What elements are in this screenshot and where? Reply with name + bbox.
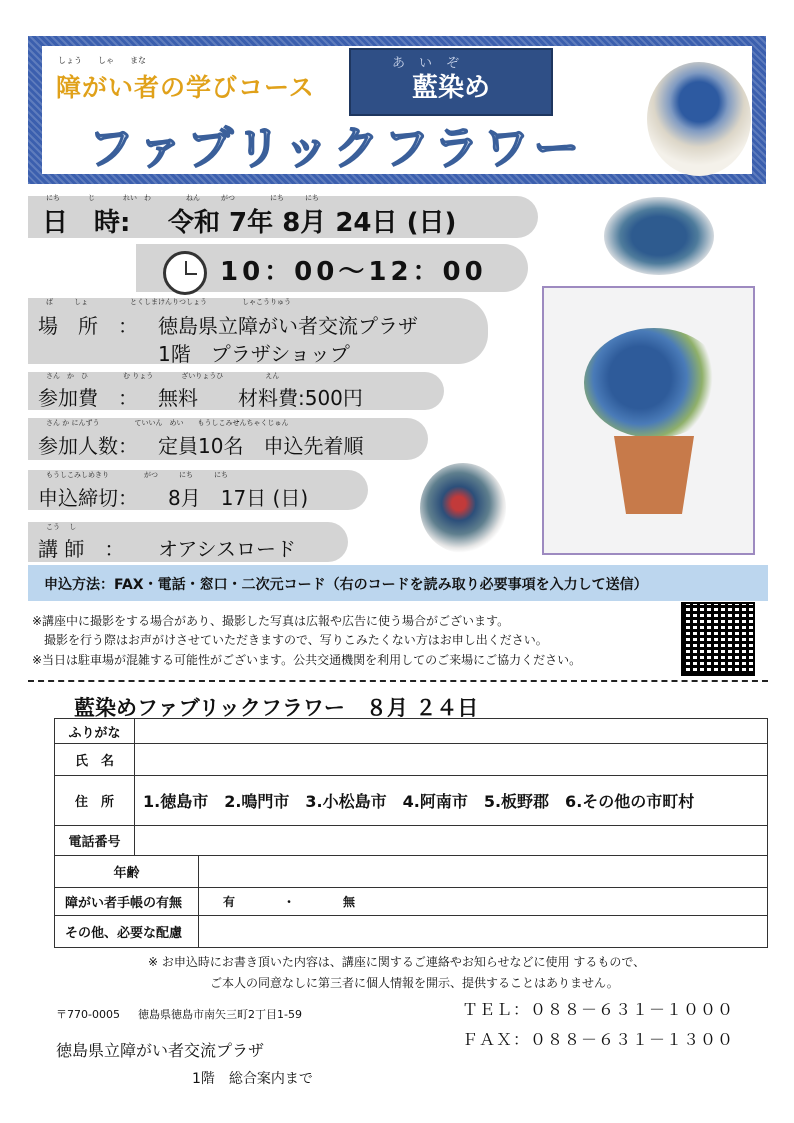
application-form [54,718,768,948]
date-value: 令和 7年 8月 24日 (日) [168,208,457,238]
qr-code[interactable] [683,604,753,674]
clock-icon [163,251,207,295]
teacher-value: オアシスロード [158,537,296,561]
other-field[interactable] [199,916,768,948]
fee-reading: さん か ひ む りょう ざいりょうひ えん [46,372,280,380]
cut-line [28,680,768,682]
counter-info: 1階 総合案内まで [192,1071,313,1087]
flower-photo-main [542,286,755,555]
date-reading: にち じ れい わ ねん がつ にち にち [46,194,319,202]
phone-field[interactable] [135,826,768,856]
header-photo [647,62,751,176]
place-value-2: 1階 プラザショップ [158,342,350,366]
aizome-label: 藍染め [349,48,553,116]
postal-code: 〒770-0005 [56,1008,120,1021]
handbook-label: 障がい者手帳の有無 [55,888,199,916]
time-value: 10：00〜12：00 [220,257,487,287]
org-address: 徳島県徳島市南矢三町2丁目1-59 [138,1008,302,1021]
phone-label: 電話番号 [55,826,135,856]
name-label: 氏 名 [55,744,135,776]
place-value-1: 徳島県立障がい者交流プラザ [158,314,418,338]
note-photo-1: ※講座中に撮影をする場合があり、撮影した写真は広報や広告に使う場合がございます。 [32,614,510,628]
fax-number: ＦＡＸ：０８８－６３１－１３００ [462,1030,735,1049]
handbook-options[interactable]: 有 ・ 無 [199,888,768,916]
course-title-reading: しょう しゃ まな [58,56,146,65]
form-title: 藍染めファブリックフラワー ８月 ２４日 [74,696,479,720]
deadline-value: 8月 17日 (日) [168,486,309,510]
flower-photo-top [604,197,714,275]
note-parking: ※当日は駐車場が混雑する可能性がございます。公共交通機関を利用してのご来場にご協力ください。 [32,653,582,667]
main-title: ファブリックフラワー [88,121,584,175]
place-reading: ば しょ とくしまけんりつしょう しゃこうりゅう [46,298,291,306]
fee-label: 参加費 ： [38,386,138,410]
privacy-note-1: ※ お申込時にお書き頂いた内容は、講座に関するご連絡やお知らせなどに使用 するもので、 [148,955,646,969]
apply-method-text: 申込方法：FAX・電話・窓口・二次元コード（右のコードを読み取り必要事項を入力して送信） [44,577,648,593]
address-options[interactable]: 1.徳島市 2.鳴門市 3.小松島市 4.阿南市 5.板野郡 6.その他の市町村 [135,776,768,826]
course-title: 障がい者の学びコース [56,73,315,102]
age-field[interactable] [199,856,768,888]
place-label: 場 所 ： [38,314,138,338]
aizome-reading: あいぞ [392,56,474,71]
teacher-label: 講 師 ： [38,537,125,561]
name-field[interactable] [135,744,768,776]
capacity-reading: さん か にんずう ていいん めい もうしこみせんちゃくじゅん [46,419,289,427]
tel-number: ＴＥＬ：０８８－６３１－１０００ [462,1000,735,1019]
furigana-label: ふりがな [55,719,135,744]
date-label: 日 時: [42,208,131,238]
teacher-reading: こう し [46,523,77,531]
deadline-label: 申込締切： [38,486,138,510]
capacity-label: 参加人数： [38,434,138,458]
capacity-value: 定員10名 申込先着順 [158,434,364,458]
org-name: 徳島県立障がい者交流プラザ [56,1041,265,1060]
other-label: その他、必要な配慮 [55,916,199,948]
age-label: 年齢 [55,856,199,888]
fee-value: 無料 材料費:500円 [158,386,363,410]
flower-photo-small [420,463,506,553]
address-label: 住 所 [55,776,135,826]
privacy-note-2: ご本人の同意なしに第三者に個人情報を開示、提供することはありません。 [210,976,619,990]
note-photo-2: 撮影を行う際はお声がけさせていただきますので、写りこみたくない方はお申し出ください。 [32,633,548,647]
deadline-reading: もうしこみしめきり がつ にち にち [46,471,228,479]
furigana-field[interactable] [135,719,768,744]
